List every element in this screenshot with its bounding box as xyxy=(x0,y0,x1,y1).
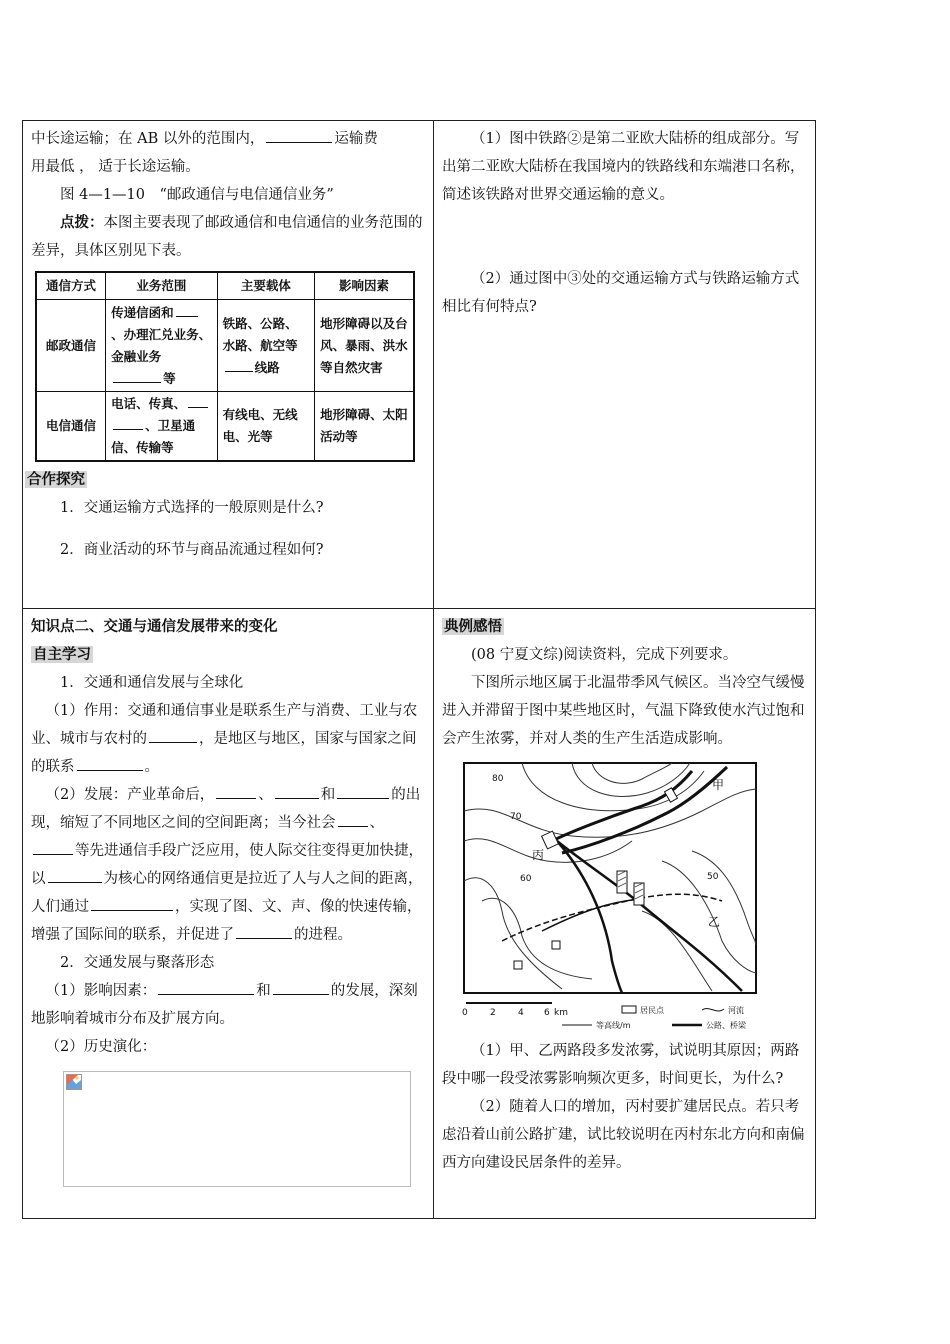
table-header: 影响因素 xyxy=(315,272,414,300)
scale-tick: 4 xyxy=(518,1008,524,1018)
text: 的出现，缩短了不同地区之间的空间距离；当今社会 xyxy=(31,787,421,831)
paragraph xyxy=(31,781,425,949)
text: 和 xyxy=(256,983,271,999)
table-row xyxy=(36,392,414,462)
answer-blank xyxy=(275,784,319,800)
answer-blank xyxy=(225,358,253,372)
cell-text: 、办理汇兑业务、金融业务 xyxy=(111,326,212,364)
answer-blank xyxy=(266,128,332,144)
text: 为核心的网络通信更是拉近了人与人之间的距离，人们通过 xyxy=(31,871,423,915)
subheading: 2．交通发展与聚落形态 xyxy=(60,955,215,971)
legend-road: 公路、桥梁 xyxy=(706,1021,746,1030)
cell-text: 等 xyxy=(163,370,176,386)
section-label: 自主学习 xyxy=(33,646,91,663)
answer-blank xyxy=(77,756,143,772)
text: ，实现了图、文、声、像的快速传输，增强了国际间的联系，并促进了 xyxy=(31,899,422,943)
contour-label: 80 xyxy=(492,774,504,784)
answer-blank xyxy=(273,980,329,996)
answer-blank xyxy=(188,395,208,409)
section-label: 典例感悟 xyxy=(444,618,502,635)
text: 等先进通信手段广泛应用，使人际交往变得更加快捷，以 xyxy=(31,843,423,887)
legend-river-swatch xyxy=(702,1009,724,1011)
text: 的进程。 xyxy=(294,927,352,943)
table-cell: 地形障碍、太阳活动等 xyxy=(315,392,414,462)
page-layout-table xyxy=(22,120,816,1219)
question: （1）图中铁路②是第二亚欧大陆桥的组成部分。写出第二亚欧大陆桥在我国境内的铁路线和东端港口名称，简述该铁路对世界交通运输的意义。 xyxy=(442,131,805,203)
text: （1）作用：交通和通信事业是联系生产与消费、工业与农业、城市与农村的 xyxy=(31,703,418,747)
paragraph: （2）历史演化： xyxy=(45,1039,157,1055)
cell-left-bottom xyxy=(23,609,434,1219)
table-header: 通信方式 xyxy=(36,272,106,300)
text: （1）影响因素： xyxy=(45,983,157,999)
question: 2．商业活动的环节与商品流通过程如何? xyxy=(60,542,324,558)
answer-blank xyxy=(158,980,254,996)
contour-label: 70 xyxy=(510,812,522,822)
cell-text: 铁路、公路、水路、航空等 xyxy=(222,315,298,353)
hint-paragraph xyxy=(31,209,425,265)
section-title: 知识点二、交通与通信发展带来的变化 xyxy=(31,618,278,635)
cell-text: 传输等 xyxy=(136,440,174,455)
table-header: 主要载体 xyxy=(217,272,314,300)
figure-caption: 图 4—1—10 “邮政通信与电信通信业务” xyxy=(60,187,334,203)
answer-blank xyxy=(338,812,368,828)
table-cell: 邮政通信 xyxy=(36,300,106,392)
answer-blank xyxy=(33,840,73,856)
answer-blank xyxy=(216,784,256,800)
table-cell: 地形障碍以及台风、暴雨、洪水等自然灾害 xyxy=(315,300,414,392)
paragraph xyxy=(31,977,425,1033)
topographic-map xyxy=(462,761,792,1031)
legend-settlement-swatch xyxy=(622,1006,636,1013)
contour-label: 60 xyxy=(520,874,532,884)
question: （1）甲、乙两路段多发浓雾，试说明其原因；两路段中哪一段受浓雾影响频次更多，时间更长，为什么? xyxy=(442,1043,800,1087)
text-line: 用最低 ， 适于长途运输。 xyxy=(31,159,200,175)
paragraph: (08 宁夏文综)阅读资料，完成下列要求。 xyxy=(471,647,738,663)
table-header: 业务范围 xyxy=(106,272,218,300)
legend-river: 河流 xyxy=(728,1006,744,1015)
scale-bar xyxy=(462,1003,568,1018)
table-cell: 电信通信 xyxy=(36,392,106,462)
question: （2）随着人口的增加，丙村要扩建居民点。若只考虑沿着山前公路扩建，试比较说明在丙村东北方向和南偏西方向建设民居条件的差异。 xyxy=(442,1099,805,1171)
cell-text: 线路 xyxy=(254,359,280,375)
paragraph xyxy=(31,697,425,781)
cell-text: 电话、传真、 xyxy=(111,396,187,411)
text: 。 xyxy=(144,759,159,775)
place-label-yi: 乙 xyxy=(708,915,721,929)
cell-right-top xyxy=(434,121,816,609)
table-cell xyxy=(106,392,218,462)
cell-text: 、卫星通信、 xyxy=(111,418,196,455)
question: 1．交通运输方式选择的一般原则是什么? xyxy=(60,500,324,516)
table-row xyxy=(36,300,414,392)
text: 、 xyxy=(258,787,273,803)
missing-image-placeholder xyxy=(63,1071,411,1187)
text: 、 xyxy=(369,815,384,831)
answer-blank xyxy=(236,924,292,940)
text-line: 运输费 xyxy=(334,131,378,147)
hint-text: 本图主要表现了邮政通信和电信通信的业务范围的差异，具体区别见下表。 xyxy=(31,215,423,259)
section-label: 合作探究 xyxy=(27,471,85,488)
comparison-table xyxy=(35,271,415,462)
scale-tick: 2 xyxy=(490,1008,496,1018)
answer-blank xyxy=(91,896,173,912)
cell-text: 传递信函和 xyxy=(111,304,174,320)
answer-blank xyxy=(149,728,197,744)
cell-right-bottom xyxy=(434,609,816,1219)
answer-blank xyxy=(113,369,161,383)
answer-blank xyxy=(113,417,143,431)
legend-settlement: 居民点 xyxy=(640,1006,664,1015)
text: 的发展，深刻地影响着城市分布及扩展方向。 xyxy=(31,983,418,1027)
subheading: 1．交通和通信发展与全球化 xyxy=(60,675,244,691)
table-cell xyxy=(106,300,218,392)
place-label-jia: 甲 xyxy=(712,778,725,792)
answer-blank xyxy=(337,784,389,800)
broken-image-icon xyxy=(66,1074,82,1090)
text: 和 xyxy=(320,787,336,803)
question: （2）通过图中③处的交通运输方式与铁路运输方式相比有何特点? xyxy=(442,271,800,315)
legend-contour: 等高线/m xyxy=(596,1021,631,1030)
scale-tick: 0 xyxy=(462,1008,468,1018)
hint-label: 点拨： xyxy=(60,214,104,231)
cell-left-top xyxy=(23,121,434,609)
text: ，是地区与地区，国家与国家之间的联系 xyxy=(31,731,417,775)
answer-blank xyxy=(176,303,198,317)
table-cell xyxy=(217,300,314,392)
map-legend xyxy=(562,1005,747,1030)
place-label-bing: 丙 xyxy=(532,848,545,862)
answer-blank xyxy=(48,868,102,884)
scale-unit: km xyxy=(554,1008,568,1018)
map-svg xyxy=(462,761,792,1031)
text: （2）发展：产业革命后， xyxy=(45,787,215,803)
text-line: 中长途运输；在 AB 以外的范围内， xyxy=(31,131,265,147)
scale-tick: 6 xyxy=(544,1008,550,1018)
table-cell: 有线电、无线电、光等 xyxy=(217,392,314,462)
table-header-row xyxy=(36,272,414,300)
contour-label: 50 xyxy=(707,872,719,882)
paragraph: 下图所示地区属于北温带季风气候区。当冷空气缓慢进入并滞留于图中某些地区时，气温下降致使水汽过饱和会产生浓雾，并对人类的生产生活造成影响。 xyxy=(442,675,805,747)
